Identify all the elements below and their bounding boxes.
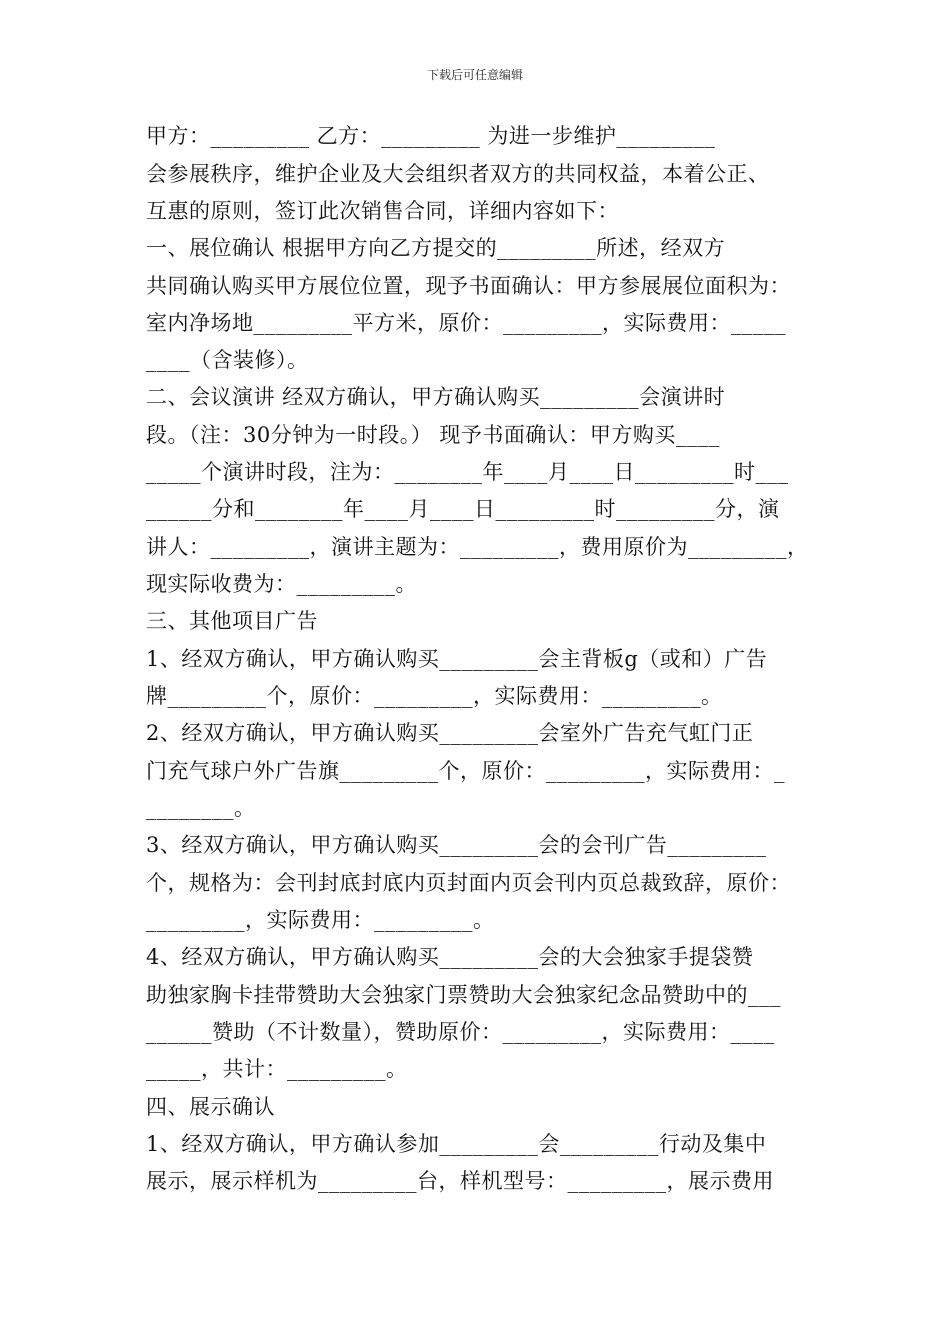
- text-line: 一、展位确认 根据甲方向乙方提交的_________所述，经双方: [146, 236, 726, 260]
- text-line: 牌_________个，原价：_________，实际费用：_________。: [146, 684, 723, 708]
- text-line: ______分和________年____月____日_________时_________分，演: [146, 497, 780, 521]
- text-line: 门充气球户外广告旗_________个，原价：_________，实际费用：_: [146, 759, 785, 783]
- text-line: 二、会议演讲 经双方确认，甲方确认购买_________会演讲时: [146, 385, 726, 409]
- text-line: 2、经双方确认，甲方确认购买_________会室外广告充气虹门正: [146, 721, 754, 745]
- text-line: 会参展秩序，维护企业及大会组织者双方的共同权益，本着公正、: [146, 162, 770, 186]
- text-line: 1、经双方确认，甲方确认购买_________会主背板g（或和）广告: [146, 647, 768, 671]
- text-line: 现实际收费为：_________。: [146, 572, 417, 596]
- text-line: 段。（注：30分钟为一时段。） 现予书面确认：甲方购买____: [146, 423, 720, 447]
- text-line: 3、经双方确认，甲方确认购买_________会的会刊广告_________: [146, 833, 767, 857]
- text-line: _________，实际费用：_________。: [146, 908, 495, 932]
- text-line: 助独家胸卡挂带赞助大会独家门票赞助大会独家纪念品赞助中的___: [146, 983, 781, 1007]
- text-line: 讲人：_________，演讲主题为：_________，费用原价为_________，: [146, 535, 809, 559]
- text-line: 室内净场地_________平方米，原价：_________，实际费用：_____: [146, 311, 786, 335]
- page-header: 下载后可任意编辑: [426, 68, 523, 82]
- text-line: 4、经双方确认，甲方确认购买_________会的大会独家手提袋赞: [146, 945, 754, 969]
- text-line: 三、其他项目广告: [146, 609, 318, 633]
- text-line: ______赞助（不计数量），赞助原价：_________，实际费用：____: [146, 1020, 775, 1044]
- text-line: 个，规格为：会刊封底封底内页封面内页会刊内页总裁致辞，原价：: [146, 871, 791, 895]
- text-line: _____，共计：_________。: [146, 1057, 408, 1081]
- text-line: ____（含装修）。: [146, 348, 309, 372]
- text-line: ________。: [146, 796, 256, 820]
- text-line: _____个演讲时段，注为：________年____月____日_________时___: [146, 460, 789, 484]
- text-line: 四、展示确认: [146, 1095, 275, 1119]
- text-line: 1、经双方确认，甲方确认参加_________会_________行动及集中: [146, 1132, 767, 1156]
- text-line: 展示，展示样机为_________台，样机型号：_________，展示费用: [146, 1169, 774, 1193]
- text-line: 共同确认购买甲方展位位置，现予书面确认：甲方参展展位面积为：: [146, 274, 791, 298]
- text-line: 甲方：_________ 乙方：_________ 为进一步维护_________: [146, 124, 716, 148]
- text-line: 互惠的原则，签订此次销售合同，详细内容如下：: [146, 199, 619, 223]
